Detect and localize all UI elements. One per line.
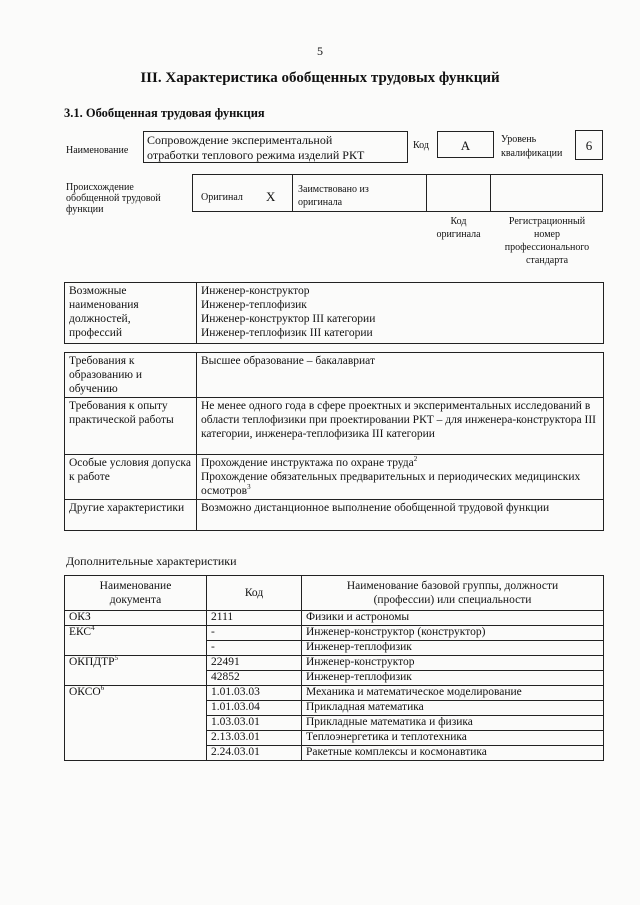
doc-cell: ОКПДТР$^5$	[65, 656, 207, 686]
reg-line4: стандарта	[525, 255, 569, 266]
position-item: Инженер-конструктор III категории	[201, 313, 376, 325]
name-cell: Теплоэнергетика и теплотехника	[302, 731, 604, 746]
edu-value: Высшее образование – бакалавриат	[197, 353, 604, 398]
name-cell: Прикладные математика и физика	[302, 716, 604, 731]
table-row	[65, 611, 604, 626]
code-orig-line1: Код	[450, 216, 467, 227]
code-cell: 1.01.03.03	[207, 686, 302, 701]
origin-label-line2: обобщенной трудовой	[66, 193, 161, 204]
col1-line1: Наименование	[99, 580, 172, 592]
subsection-title: 3.1. Обобщенная трудовая функция	[64, 106, 265, 120]
level-value: 6	[575, 130, 603, 160]
name-cell: Ракетные комплексы и космонавтика	[302, 746, 604, 761]
original-label: Оригинал	[201, 192, 243, 203]
name-value-line1: Сопровождение экспериментальной	[147, 133, 333, 147]
origin-label-line3: функции	[66, 204, 104, 215]
table-row	[65, 686, 604, 701]
exp-value: Не менее одного года в сфере проектных и экспериментальных исследований в области теплофизики при проектировании РКТ – для инженера-конструктора III категории, инженера-теплофизика III категории	[197, 398, 604, 455]
table-row	[65, 626, 604, 641]
page-number: 5	[317, 44, 323, 58]
code-orig-line2: оригинала	[436, 229, 481, 240]
doc-cell: ЕКС$^4$	[65, 626, 207, 656]
code-label: Код	[413, 140, 429, 151]
position-item: Инженер-теплофизик III категории	[201, 327, 373, 339]
level-label-line1: Уровень	[501, 134, 537, 145]
requirements-table	[64, 352, 604, 531]
name-cell: Инженер-теплофизик	[302, 671, 604, 686]
level-label-line2: квалификации	[501, 148, 563, 159]
name-cell: Прикладная математика	[302, 701, 604, 716]
special-conditions-1: Прохождение инструктажа по охране труда$^2$	[201, 455, 418, 469]
footnote-2: 2	[413, 455, 418, 464]
additional-table	[64, 575, 604, 761]
original-mark: X	[266, 189, 276, 204]
borrowed-line1: Заимствовано из	[298, 184, 369, 195]
positions-label-line1: Возможные	[69, 285, 127, 297]
col2-header: Код	[207, 576, 302, 611]
reg-line1: Регистрационный	[508, 216, 586, 227]
col3-line1: Наименование базовой группы, должности	[346, 580, 559, 592]
footnote-3: 3	[247, 483, 251, 492]
code-cell: 1.03.03.01	[207, 716, 302, 731]
reg-line3: профессионального	[504, 242, 590, 253]
name-label: Наименование	[66, 145, 129, 156]
code-cell: 42852	[207, 671, 302, 686]
col3-line2: (профессии) или специальности	[373, 594, 532, 606]
other-value: Возможно дистанционное выполнение обобщенной трудовой функции	[197, 500, 604, 531]
positions-label-line2: наименования	[69, 299, 139, 311]
additional-title: Дополнительные характеристики	[66, 554, 237, 568]
code-cell: -	[207, 641, 302, 656]
position-item: Инженер-конструктор	[201, 285, 310, 297]
doc-cell: ОКСО$^6$	[65, 686, 207, 761]
section-title: III. Характеристика обобщенных трудовых функций	[140, 70, 500, 86]
position-item: Инженер-теплофизик	[201, 299, 307, 311]
origin-box	[192, 174, 603, 212]
footnote-mark: 6	[100, 684, 105, 693]
origin-label-line1: Происхождение	[66, 182, 134, 193]
positions-table	[64, 282, 604, 344]
footnote-mark: 4	[91, 624, 95, 633]
code-cell: 2.13.03.01	[207, 731, 302, 746]
borrowed-line2: оригинала	[298, 197, 343, 208]
exp-label: Требования к опыту практической работы	[65, 398, 197, 455]
code-cell: 1.01.03.04	[207, 701, 302, 716]
edu-label: Требования к образованию и обучению	[65, 353, 197, 398]
code-cell: 22491	[207, 656, 302, 671]
positions-label-line3: должностей,	[69, 313, 131, 325]
code-cell: -	[207, 626, 302, 641]
code-cell: 2.24.03.01	[207, 746, 302, 761]
name-cell: Инженер-конструктор	[302, 656, 604, 671]
special-label: Особые условия допуска к работе	[65, 455, 197, 500]
other-label: Другие характеристики	[65, 500, 197, 531]
name-value-line2: отработки теплового режима изделий РКТ	[147, 148, 365, 162]
name-cell: Инженер-конструктор (конструктор)	[302, 626, 604, 641]
table-row	[65, 656, 604, 671]
code-cell: 2111	[207, 611, 302, 626]
code-value: А	[437, 131, 494, 158]
doc-cell: ОКЗ	[65, 611, 207, 626]
name-cell: Физики и астрономы	[302, 611, 604, 626]
name-cell: Механика и математическое моделирование	[302, 686, 604, 701]
special-conditions-2: Прохождение обязательных предварительных и периодических медицинских осмотров$^3$	[201, 471, 581, 497]
footnote-mark: 5	[114, 654, 119, 663]
reg-line2: номер	[534, 229, 560, 240]
name-value-box	[143, 131, 408, 163]
col1-line2: документа	[109, 594, 162, 606]
name-cell: Инженер-теплофизик	[302, 641, 604, 656]
positions-label-line4: профессий	[69, 327, 123, 339]
